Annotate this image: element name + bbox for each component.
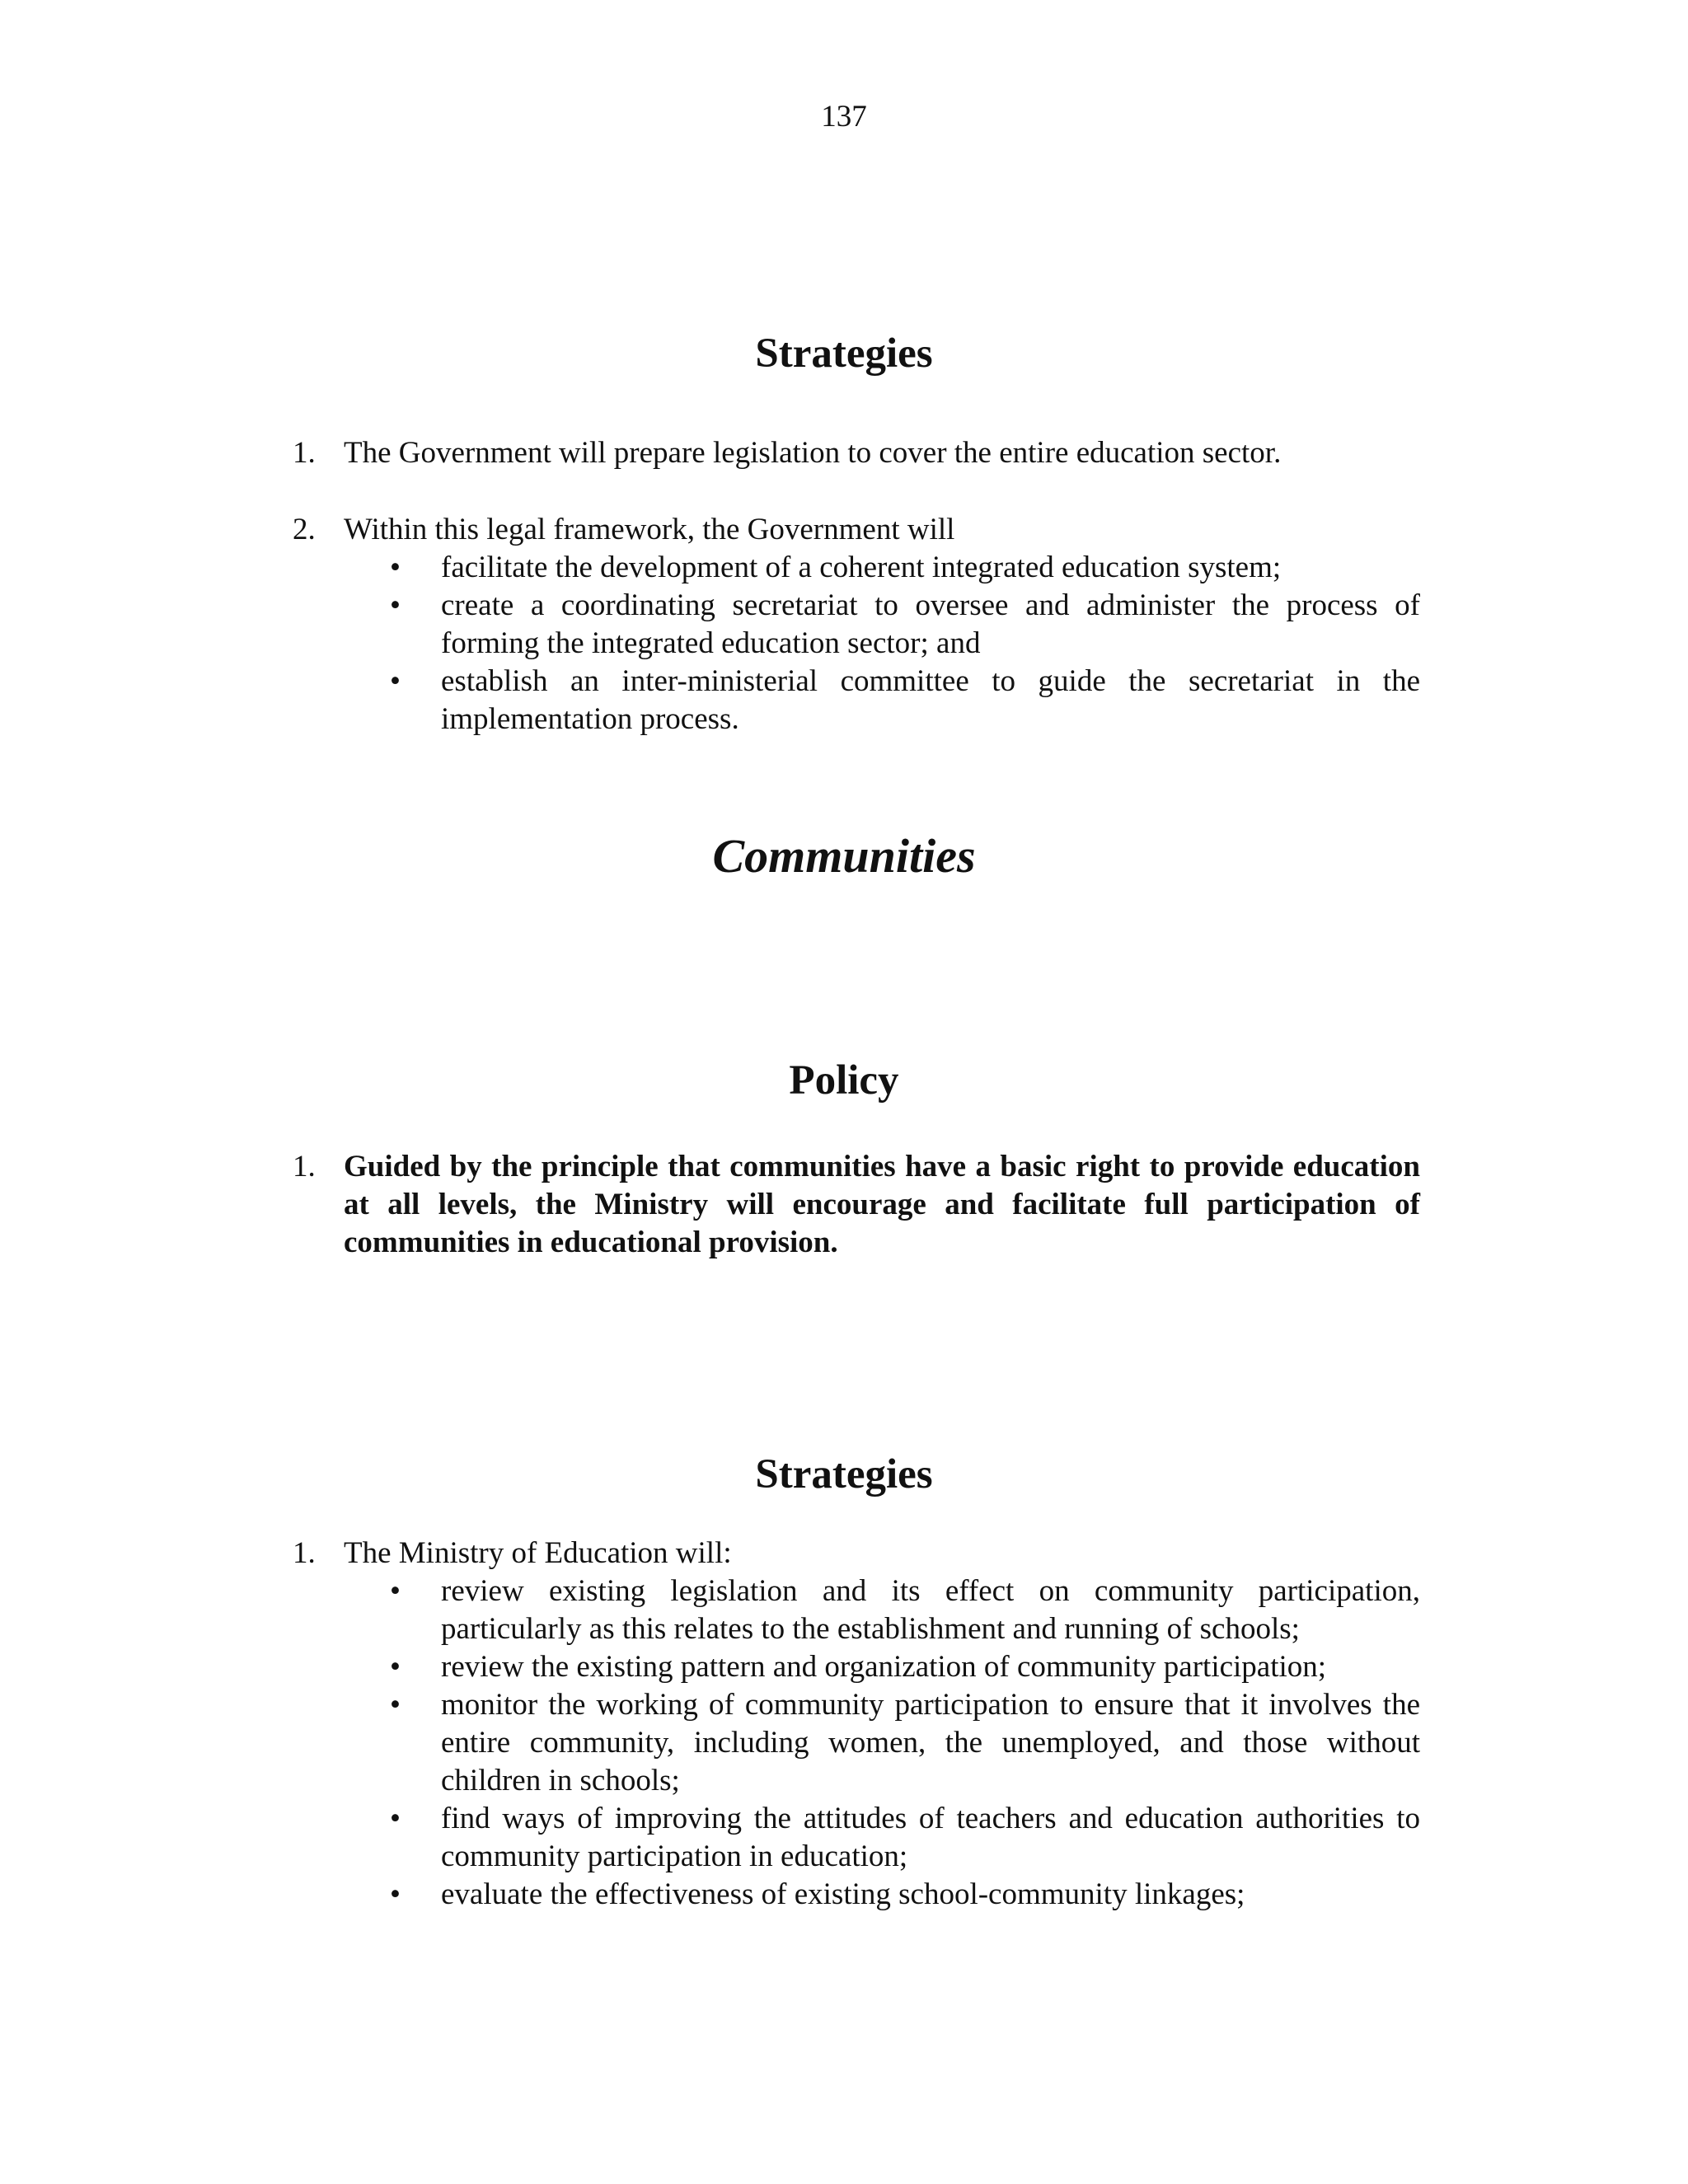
bullet-icon: •	[390, 1688, 401, 1722]
strategy-item-2	[293, 511, 1420, 738]
bullet-list	[390, 549, 1420, 738]
item-text: The Ministry of Education will:	[344, 1536, 732, 1570]
item-number: 2.	[293, 513, 316, 546]
strategy-item-1	[293, 434, 1420, 472]
chapter-title: Communities	[712, 829, 976, 883]
bullet-icon: •	[390, 1877, 401, 1911]
bullet-icon: •	[390, 1650, 401, 1684]
item-number: 1.	[293, 1150, 316, 1183]
item-text: Within this legal framework, the Government will	[344, 513, 955, 546]
item-text: Guided by the principle that communities have a basic right to provide education at all levels, the Ministry will encourage and facilitate full participation of communities in educational provision.	[344, 1150, 1420, 1259]
list-item: • create a coordinating secretariat to oversee and administer the process of forming the integrated education sector; and	[390, 588, 1420, 660]
bullet-icon: •	[390, 664, 401, 698]
list-item: • find ways of improving the attitudes of teachers and education authorities to community participation in education;	[390, 1802, 1420, 1873]
list-item: • monitor the working of community participation to ensure that it involves the entire community, including women, the unemployed, and those without children in schools;	[390, 1688, 1420, 1797]
page-number: 137	[821, 100, 867, 134]
section-heading-strategies: Strategies	[755, 330, 933, 377]
bullet-icon: •	[390, 588, 401, 622]
item-text: The Government will prepare legislation to cover the entire education sector.	[344, 436, 1282, 470]
section-heading-policy: Policy	[789, 1057, 899, 1104]
list-item: • evaluate the effectiveness of existing school-community linkages;	[441, 1876, 1420, 1914]
section-heading-strategies-2: Strategies	[755, 1451, 933, 1497]
policy-item-1	[293, 1148, 1420, 1262]
item-number: 1.	[293, 436, 316, 470]
bullet-icon: •	[390, 551, 401, 584]
bullet-icon: •	[390, 1574, 401, 1608]
bullet-list	[390, 1572, 1420, 1914]
list-item: • establish an inter-ministerial committee to guide the secretariat in the implementation process.	[390, 664, 1420, 736]
list-item: • facilitate the development of a coherent integrated education system;	[441, 549, 1420, 587]
list-item: • review the existing pattern and organization of community participation;	[441, 1648, 1420, 1686]
strategy-item-ministry	[293, 1535, 1420, 1914]
item-number: 1.	[293, 1536, 316, 1570]
bullet-icon: •	[390, 1802, 401, 1835]
list-item: • review existing legislation and its effect on community participation, particularly as this relates to the establishment and running of schools;	[390, 1574, 1420, 1646]
